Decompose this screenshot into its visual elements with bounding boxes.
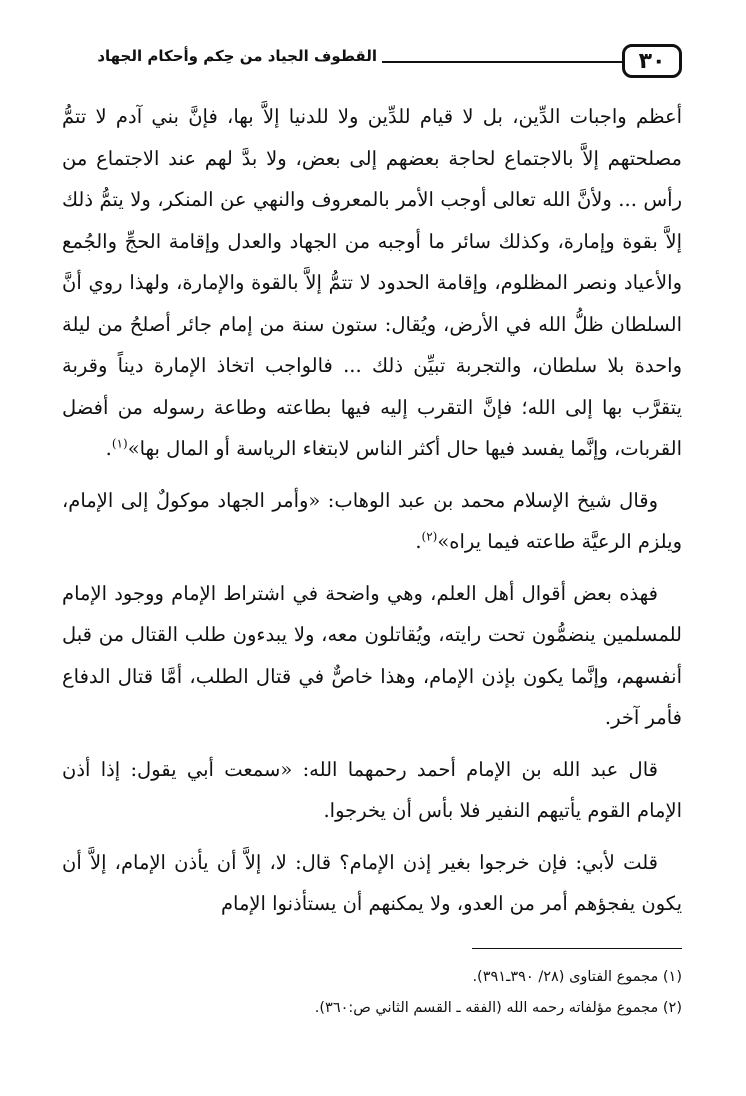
- footnote-ref-1: (١): [111, 436, 128, 451]
- paragraph-3: فهذه بعض أقوال أهل العلم، وهي واضحة في اشتراط الإمام ووجود الإمام للمسلمين ينضمُّون تحت رايته، ويُقاتلون معه، ولا يبدءون طلب القتال من قبل أنفسهم، وإنَّما يكون بإذن الإمام، وهذا خاصٌّ في قتال الطلب، أمَّا قتال الدفاع فأمر آخر.: [62, 581, 682, 729]
- paragraph-2: وقال شيخ الإسلام محمد بن عبد الوهاب: «وأمر الجهاد موكولٌ إلى الإمام، ويلزم الرعيَّة طاعته فيما يراه»$^{(٢)}$.: [62, 488, 682, 553]
- page-number: ٣٠: [622, 44, 682, 78]
- main-text: [62, 96, 682, 935]
- footnotes: [62, 962, 682, 1024]
- paragraph-4: قال عبد الله بن الإمام أحمد رحمهما الله: «سمعت أبي يقول: إذا أذن الإمام القوم يأتيهم النفير فلا بأس أن يخرجوا.: [62, 757, 682, 822]
- paragraph-1: أعظم واجبات الدِّين، بل لا قيام للدِّين ولا للدنيا إلاَّ بها، فإنَّ بني آدم لا تتمُّ مصلحتهم إلاَّ بالاجتماع لحاجة بعضهم إلى بعض، ولا بدَّ لهم عند الاجتماع من رأس ... ولأنَّ الله تعالى أوجب الأمر بالمعروف والنهي عن المنكر، ولا يتمُّ ذلك إلاَّ بقوة وإمارة، وكذلك سائر ما أوجبه من الجهاد والعدل وإقامة الحجِّ والجُمع والأعياد ونصر المظلوم، وإقامة الحدود لا تتمُّ إلاَّ بالقوة والإمارة، ولهذا روي أنَّ السلطان ظلُّ الله في الأرض، ويُقال: ستون سنة من إمام جائر أصلحُ من ليلة واحدة بلا سلطان، والتجربة تبيِّن ذلك ... فالواجب اتخاذ الإمارة ديناً وقربة يتقرَّب بها إلى الله؛ فإنَّ التقرب إليه فيها بطاعته وطاعة رسوله من أفضل القربات، وإنَّما يفسد فيها حال أكثر الناس لابتغاء الرياسة أو المال بها»$^{(١)}$.: [62, 105, 682, 460]
- footnote-ref-2: (٢): [421, 529, 438, 544]
- header-rule: [382, 61, 622, 63]
- running-title: القطوف الجياد من حِكم وأحكام الجهاد: [97, 47, 377, 65]
- paragraph-5: قلت لأبي: فإن خرجوا بغير إذن الإمام؟ قال: لا، إلاَّ أن يأذن الإمام، إلاَّ أن يكون يفجؤهم أمر من العدو، ولا يمكنهم أن يستأذنوا الإمام: [62, 850, 682, 915]
- paragraph-1-text: أعظم واجبات الدِّين، بل لا قيام للدِّين ولا للدنيا إلاَّ بها، فإنَّ بني آدم لا تتمُّ مصلحتهم إلاَّ بالاجتماع لحاجة بعضهم إلى بعض، ولا بدَّ لهم عند الاجتماع من رأس ... ولأنَّ الله تعالى أوجب الأمر بالمعروف والنهي عن المنكر، ولا يتمُّ ذلك إلاَّ بقوة وإمارة، وكذلك سائر ما أوجبه من الجهاد والعدل وإقامة الحجِّ والجُمع والأعياد ونصر المظلوم، وإقامة الحدود لا تتمُّ إلاَّ بالقوة والإمارة، ولهذا روي أنَّ السلطان ظلُّ الله في الأرض، ويُقال: ستون سنة من إمام جائر أصلحُ من ليلة واحدة بلا سلطان، والتجربة تبيِّن ذلك ... فالواجب اتخاذ الإمارة ديناً وقربة يتقرَّب بها إلى الله؛ فإنَّ التقرب إليه فيها بطاعته وطاعة رسوله من أفضل القربات، وإنَّما يفسد فيها حال أكثر الناس لابتغاء الرياسة أو المال بها»: [62, 105, 682, 460]
- page-header: [62, 44, 682, 84]
- footnote-separator: [472, 948, 682, 949]
- footnote-1: (١) مجموع الفتاوى (٢٨/ ٣٩٠ـ٣٩١).: [472, 969, 682, 985]
- footnote-2: (٢) مجموع مؤلفاته رحمه الله (الفقه ـ القسم الثاني ص:٣٦٠).: [314, 1000, 682, 1016]
- paragraph-2-text: وقال شيخ الإسلام محمد بن عبد الوهاب: «وأمر الجهاد موكولٌ إلى الإمام، ويلزم الرعيَّة طاعته فيما يراه»: [62, 488, 682, 553]
